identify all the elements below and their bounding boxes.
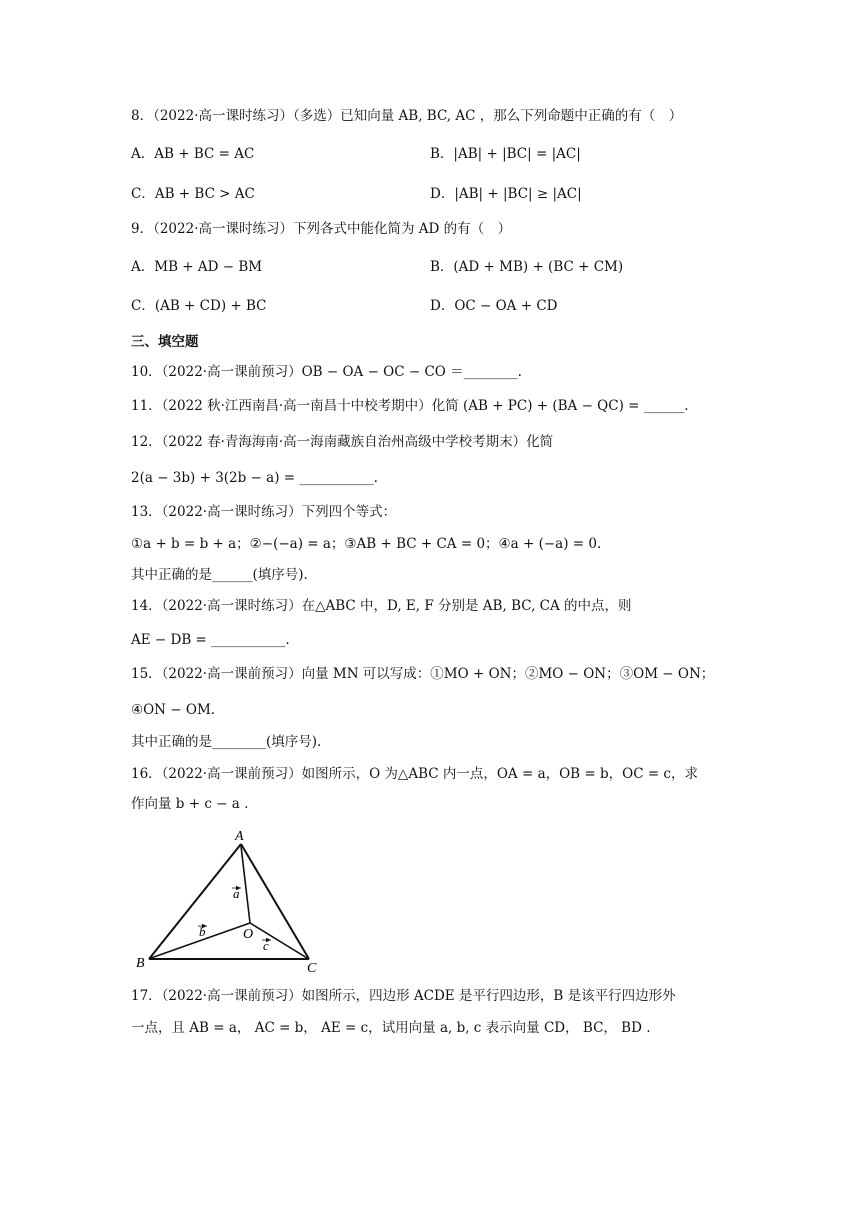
q16-line2: 作向量 b + c − a . [131,796,249,812]
q17-line2: 一点，且 AB = a， AC = b， AE = c，试用向量 a, b, c 表示向量 CD， BC， BD . [131,1020,651,1036]
label-c-vertex: C [307,961,317,976]
label-b-vertex: B [136,956,145,971]
q8-stem: 8．（2022·高一课时练习）（多选）已知向量 AB, BC, AC ，那么下列命题中正确的有（ ） [131,108,683,124]
q13-line3: 其中正确的是______(填序号). [131,567,308,583]
q13-line1: 13．（2022·高一课时练习）下列四个等式： [131,504,397,520]
q15-line1: 15．（2022·高一课前预习）向量 MN 可以写成：①MO + ON；②MO − ON；③OM − ON； [131,666,715,682]
q12-line1: 12．（2022 春·青海海南·高一海南藏族自治州高级中学校考期末）化简 [131,434,554,450]
q8-option-c: C．AB + BC > AC [131,186,255,202]
q9-option-b: B．(AD + MB) + (BC + CM) [430,259,624,275]
q14-line2: AE − DB = ___________. [131,632,290,648]
q8-option-b: B．|AB| + |BC| = |AC| [430,146,581,162]
q9-option-d: D．OC − OA + CD [430,298,558,314]
label-vector-b: b [199,924,206,939]
q12-line2: 2(a − 3b) + 3(2b − a) = ___________. [131,470,378,486]
q9-option-a: A．MB + AD − BM [131,259,263,275]
q8-option-a: A．AB + BC = AC [131,146,255,162]
q8-option-d: D．|AB| + |BC| ≥ |AC| [430,186,582,202]
label-vector-a: a [233,886,240,901]
q13-line2: ①a + b = b + a；②−(−a) = a；③AB + BC + CA = 0；④a + (−a) = 0. [131,536,602,552]
q14-line1: 14．（2022·高一课时练习）在△ABC 中，D, E, F 分别是 AB, BC, CA 的中点，则 [131,598,632,614]
q9-stem: 9．（2022·高一课时练习）下列各式中能化简为 AD 的有（ ） [131,221,512,237]
q10: 10．（2022·高一课前预习）OB − OA − OC − CO ＝________. [131,364,522,380]
label-o-point: O [243,927,254,942]
q15-line3: 其中正确的是________(填序号). [131,734,322,750]
q15-line2: ④ON − OM. [131,702,216,718]
q11: 11．（2022 秋·江西南昌·高一南昌十中校考期中）化简 (AB + PC) + (BA − QC) = ______. [131,398,689,414]
q16-line1: 16．（2022·高一课前预习）如图所示，O 为△ABC 内一点，OA = a，OB = b，OC = c，求 [131,766,698,782]
label-a-vertex: A [235,829,244,844]
q9-option-c: C．(AB + CD) + BC [131,298,267,314]
section-heading: 三、填空题 [131,334,199,350]
triangle-figure [135,826,335,976]
label-vector-c: c [263,938,269,953]
q17-line1: 17．（2022·高一课前预习）如图所示，四边形 ACDE 是平行四边形，B 是该平行四边形外 [131,988,676,1004]
